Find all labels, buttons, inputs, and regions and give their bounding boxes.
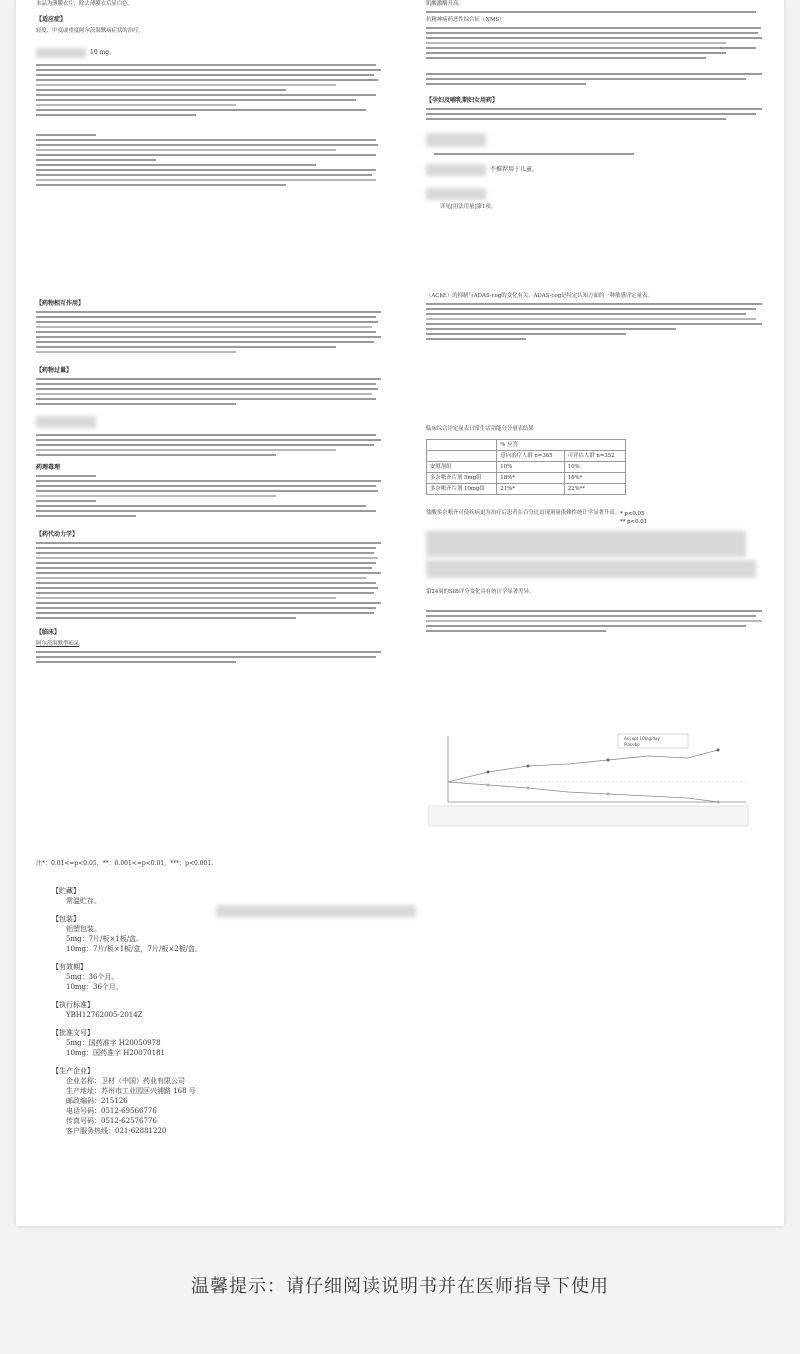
table-intro: （AChE）的抑制与ADAS-cog的变化有关。ADAS-cog是特定认知方面的一种敏感评定量表。 — [426, 293, 653, 299]
approval-title: 【批准文号】 — [52, 1029, 94, 1037]
blurred-block — [426, 133, 486, 147]
text-line — [36, 403, 236, 405]
text-line — [36, 393, 372, 395]
point-aricept — [717, 749, 720, 752]
text-line — [426, 42, 726, 44]
text-line — [426, 108, 762, 110]
text-line — [36, 149, 336, 151]
table-cell: 21%* — [497, 483, 564, 494]
maker-phone: 电话号码：0512-69566776 — [66, 1107, 157, 1115]
package-text-3: 10mg：7片/板×1板/盒，7片/板×2板/盒。 — [66, 945, 203, 953]
point-placebo — [527, 787, 530, 790]
text-line — [36, 174, 372, 176]
graph-data-strip — [428, 806, 748, 826]
significance-note: 注*：0.01<=p<0.05，**：0.001<=p<0.01，***：p<0.001。 — [36, 860, 218, 867]
elderly-row — [426, 185, 766, 203]
table-header-col-a: 意向治疗人群 n=365 — [497, 450, 564, 461]
table-row — [427, 472, 626, 483]
pk-title: 【药代动力学】 — [36, 531, 79, 538]
text-line — [36, 485, 376, 487]
sib-caption: 第24周的SIB评分变化具有统计学显著差异。 — [426, 588, 535, 595]
text-line — [36, 510, 376, 512]
text-line — [426, 57, 706, 59]
text-line — [36, 346, 336, 348]
text-line — [426, 313, 746, 315]
package-title: 【包装】 — [52, 915, 80, 923]
text-line — [36, 480, 381, 482]
text-line — [36, 144, 378, 146]
text-line — [36, 74, 374, 76]
text-line — [36, 661, 236, 663]
text-line — [426, 37, 762, 39]
table-row-label: 多奈哌齐片剂 10mg组 — [427, 483, 497, 494]
text-line — [36, 500, 96, 502]
text-line — [36, 567, 372, 569]
maker-fax: 传真号码：0512-62576776 — [66, 1117, 157, 1125]
text-line — [36, 577, 366, 579]
pharmacology-title: 药理毒理 — [36, 464, 61, 471]
text-line — [36, 602, 381, 604]
text-line — [36, 562, 376, 564]
children-fragment: 不推荐用于儿童。 — [490, 166, 539, 173]
point-placebo — [607, 793, 610, 796]
table-header-row — [427, 450, 626, 461]
text-line — [426, 615, 756, 617]
text-line — [36, 104, 236, 106]
maker-title: 【生产企业】 — [52, 1067, 94, 1075]
text-line — [426, 308, 756, 310]
p-note-2: ** p<0.01 — [620, 519, 648, 525]
table-row — [427, 483, 626, 494]
table-cell: 18%* — [497, 472, 564, 483]
overdose-title: 【药物过量】 — [36, 367, 73, 374]
left-column-upper — [36, 0, 396, 189]
p-note-1: * p<0.05 — [620, 511, 645, 517]
text-line — [36, 321, 378, 323]
indications-text: 轻度、中度或重度阿尔茨海默病症状的治疗。 — [36, 28, 144, 34]
storage-title: 【贮藏】 — [52, 887, 80, 895]
text-line — [36, 552, 374, 554]
text-line — [426, 27, 761, 29]
text-line — [36, 114, 196, 116]
text-line — [36, 134, 96, 136]
blurred-block — [426, 531, 746, 557]
standard-text: YBH12762005-2014Z — [66, 1011, 143, 1019]
text-line — [36, 94, 376, 96]
point-aricept — [527, 765, 530, 768]
table-cell — [427, 439, 497, 450]
text-line — [36, 398, 376, 400]
children-row-2 — [426, 161, 766, 179]
text-line — [426, 303, 762, 305]
legend-item-1: Aricept 10mg/day — [624, 736, 660, 741]
dosage-row — [36, 45, 396, 61]
response-table-block — [426, 420, 686, 635]
legend-item-2: Placebo — [624, 742, 640, 747]
text-line — [36, 617, 296, 619]
text-line — [36, 444, 374, 446]
indications-title: 【适应症】 — [36, 16, 67, 23]
text-line — [36, 336, 381, 338]
text-line — [426, 318, 756, 320]
text-line — [36, 311, 381, 313]
reminder-text: 温馨提示：请仔细阅读说明书并在医师指导下使用 — [191, 1276, 609, 1297]
series-line-aricept — [448, 750, 718, 782]
approval-text-1: 5mg：国药准字 H20050978 — [66, 1039, 161, 1047]
storage-text: 常温贮存。 — [66, 897, 101, 905]
text-line — [426, 338, 526, 340]
text-line — [426, 323, 762, 325]
text-line — [426, 630, 606, 632]
text-line — [36, 109, 366, 111]
right-line-1: 肌酸激酶升高。 — [426, 1, 464, 7]
text-line — [36, 607, 376, 609]
text-line — [36, 89, 286, 91]
text-line — [426, 328, 676, 330]
text-line — [36, 331, 376, 333]
point-placebo — [717, 801, 720, 804]
text-line — [36, 99, 356, 101]
p-notes — [620, 510, 647, 526]
text-line — [426, 118, 726, 120]
approval-text-2: 10mg：国药准字 H20070181 — [66, 1049, 165, 1057]
appearance-text: 本品为薄膜衣片，除去薄膜衣后显白色。 — [36, 1, 134, 7]
text-line — [426, 52, 726, 54]
response-table — [426, 439, 626, 495]
text-line — [36, 495, 276, 497]
children-row — [426, 130, 766, 150]
text-line — [36, 64, 376, 66]
blurred-block — [426, 560, 756, 578]
text-line — [426, 610, 762, 612]
table-row-label: 安慰剂组 — [427, 461, 497, 472]
text-line — [36, 326, 372, 328]
table-after-text: 盐酸多奈哌齐可使疾病更为治疗后患者在百分比出现剂量依赖性统计学显著升高。 — [426, 509, 621, 516]
text-line — [36, 139, 376, 141]
text-line — [36, 454, 276, 456]
table-caption: 临床综合评定量表日常生活功能分分量表结果 — [426, 426, 534, 433]
table-cell: 22%** — [564, 483, 625, 494]
text-line — [426, 333, 626, 335]
right-column-upper — [426, 0, 766, 214]
text-line — [36, 547, 376, 549]
text-line — [36, 572, 381, 574]
clinical-subtitle: 阿尔茨海默型痴呆 — [36, 641, 80, 647]
text-line — [36, 383, 376, 385]
point-placebo — [487, 784, 490, 787]
text-line — [36, 316, 376, 318]
text-line — [36, 557, 378, 559]
interactions-title: 【药物相互作用】 — [36, 300, 85, 307]
text-line — [36, 475, 96, 477]
table-cell: 18%* — [564, 472, 625, 483]
validity-text-2: 10mg：36个月。 — [66, 983, 123, 991]
blurred-block — [216, 905, 416, 917]
text-line — [36, 597, 336, 599]
text-line — [36, 582, 376, 584]
sib-graph — [428, 730, 758, 830]
text-line — [36, 378, 381, 380]
left-column-middle — [36, 292, 396, 666]
table-cell — [427, 450, 497, 461]
text-line — [426, 625, 746, 627]
validity-title: 【有效期】 — [52, 963, 87, 971]
text-line — [434, 153, 634, 155]
pregnancy-title: 【孕妇及哺乳期妇女用药】 — [426, 97, 499, 104]
text-line — [36, 69, 381, 71]
text-line — [426, 78, 746, 80]
right-column-middle — [426, 292, 766, 343]
package-text-2: 5mg：7片/板×1板/盒。 — [66, 935, 144, 943]
text-line — [36, 341, 374, 343]
text-line — [36, 587, 378, 589]
leaflet-sheet — [16, 0, 784, 1226]
text-line — [36, 449, 336, 451]
text-line — [426, 47, 756, 49]
maker-name: 企业名称：卫材（中国）药业有限公司 — [66, 1077, 185, 1085]
text-line — [426, 83, 586, 85]
text-line — [36, 169, 376, 171]
table-header-col-b: 可评估人群 n=352 — [564, 450, 625, 461]
table-header-row — [427, 439, 626, 450]
text-line — [36, 490, 378, 492]
text-line — [36, 84, 336, 86]
text-line — [426, 113, 756, 115]
clinical-title: 【临床】 — [36, 629, 61, 636]
table-cell: 10% — [497, 461, 564, 472]
text-line — [36, 651, 381, 653]
maker-address: 生产地址：苏州市工业园区兴浦路 168 号 — [66, 1087, 196, 1095]
dosage-fragment: 10 mg。 — [90, 49, 116, 56]
nms-title: 抗精神病药恶性综合征（NMS） — [426, 17, 505, 23]
text-line — [36, 612, 374, 614]
validity-text-1: 5mg：36个月。 — [66, 973, 119, 981]
table-row — [427, 461, 626, 472]
blurred-block — [426, 188, 486, 200]
text-line — [36, 542, 381, 544]
elderly-fragment: 详见[用法用量]第1项。 — [440, 204, 497, 210]
text-line — [36, 154, 376, 156]
text-line — [36, 592, 374, 594]
text-line — [36, 434, 376, 436]
text-line — [36, 388, 378, 390]
text-line — [36, 159, 156, 161]
point-aricept — [607, 759, 610, 762]
sib-graph-svg — [428, 730, 758, 830]
text-line — [36, 184, 286, 186]
text-line — [36, 505, 366, 507]
text-line — [36, 515, 136, 517]
text-line — [36, 79, 378, 81]
maker-zip: 邮政编码：215126 — [66, 1097, 128, 1105]
point-aricept — [487, 771, 490, 774]
maker-service-line: 客户服务热线：021-62881220 — [66, 1127, 167, 1135]
text-line — [36, 179, 376, 181]
blurred-block — [426, 164, 486, 176]
table-row-label: 多奈哌齐片剂 5mg组 — [427, 472, 497, 483]
text-line — [426, 32, 758, 34]
standard-title: 【执行标准】 — [52, 1001, 94, 1009]
blurred-block — [36, 416, 96, 428]
text-line — [426, 620, 762, 622]
text-line — [36, 351, 236, 353]
text-line — [36, 656, 376, 658]
text-line — [36, 439, 381, 441]
blurred-block — [36, 48, 86, 58]
text-line — [426, 73, 762, 75]
footnote-row — [36, 860, 396, 868]
package-text-1: 铝塑包装。 — [66, 925, 101, 933]
text-line — [36, 164, 316, 166]
table-cell: 10% — [564, 461, 625, 472]
blurred-row — [36, 413, 396, 431]
table-header-pct: % 应答 — [497, 439, 626, 450]
text-line — [426, 11, 756, 13]
